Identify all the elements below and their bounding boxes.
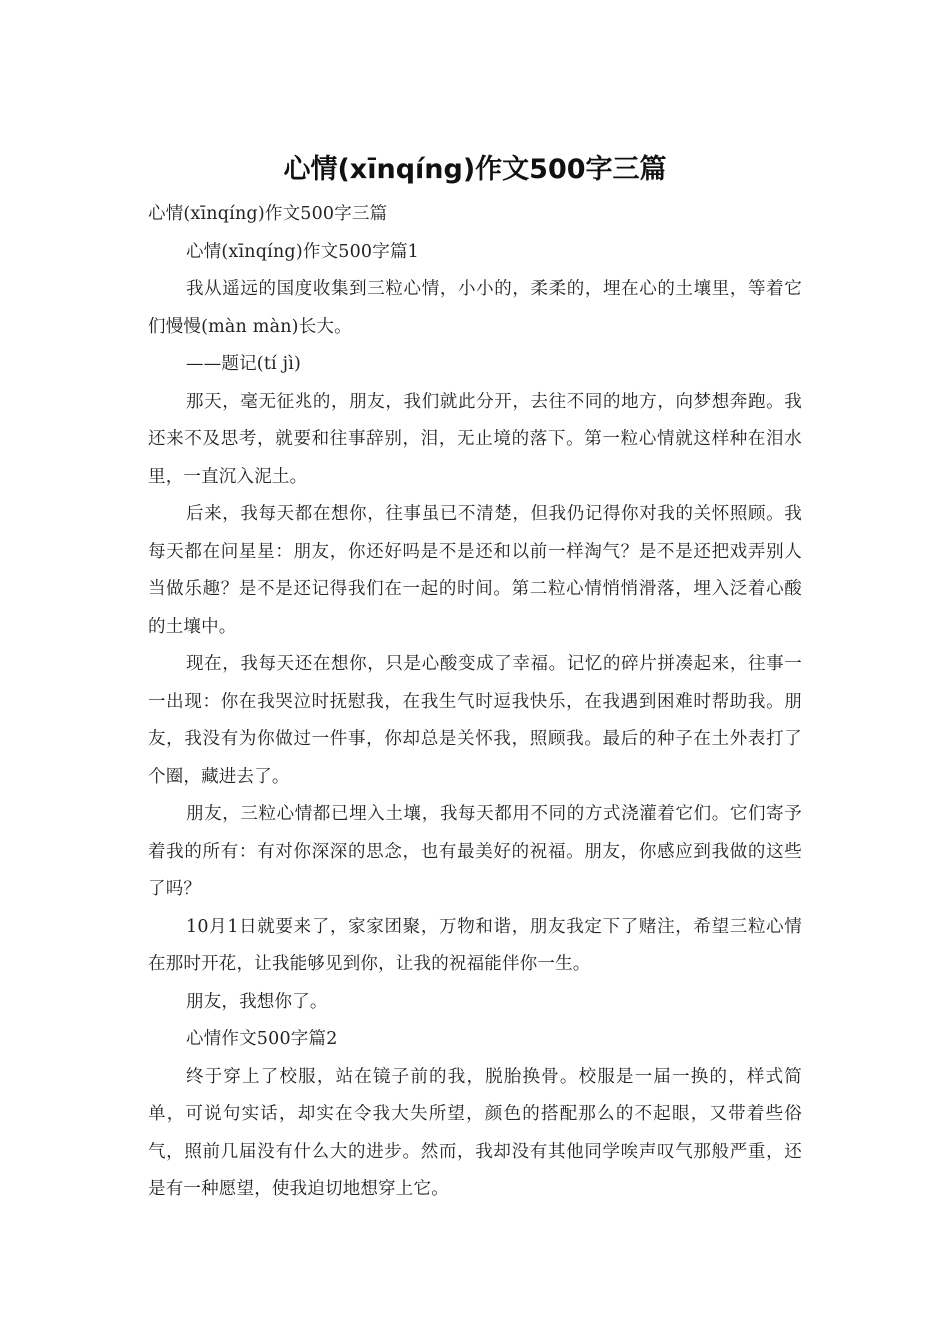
subtitle-line: 心情(xīnqíng)作文500字三篇: [148, 204, 388, 224]
paragraph: 现在，我每天还在想你，只是心酸变成了幸福。记忆的碎片拼凑起来，往事一一出现：你在我哭泣时抚慰我，在我生气时逗我快乐，在我遇到困难时帮助我。朋友，我没有为你做过一件事，你却总是关怀我，照顾我。最后的种子在土外表打了个圈，藏进去了。: [148, 654, 802, 787]
paragraph: 我从遥远的国度收集到三粒心情，小小的，柔柔的，埋在心的土壤里，等着它们慢慢(màn màn)长大。: [148, 279, 802, 337]
document-title: 心情(xīnqíng)作文500字三篇: [283, 154, 667, 185]
epigraph-note: ——题记(tí jì): [186, 354, 302, 374]
document-body: [148, 196, 802, 1209]
paragraph: 朋友，三粒心情都已埋入土壤，我每天都用不同的方式浇灌着它们。它们寄予着我的所有：有对你深深的思念，也有最美好的祝福。朋友，你感应到我做的这些了吗？: [148, 804, 802, 899]
paragraph: 10月1日就要来了，家家团聚，万物和谐，朋友我定下了赌注，希望三粒心情在那时开花，让我能够见到你，让我的祝福能伴你一生。: [148, 916, 802, 974]
paragraph: 朋友，我想你了。: [186, 991, 328, 1012]
section-heading: 心情(xīnqíng)作文500字篇1: [186, 241, 419, 262]
paragraph: 终于穿上了校服，站在镜子前的我，脱胎换骨。校服是一届一换的，样式简单，可说句实话，却实在令我大失所望，颜色的搭配那么的不起眼，又带着些俗气，照前几届没有什么大的进步。然而，我却没有其他同学唉声叹气那般严重，还是有一种愿望，使我迫切地想穿上它。: [148, 1066, 802, 1199]
paragraph: 后来，我每天都在想你，往事虽已不清楚，但我仍记得你对我的关怀照顾。我每天都在问星星：朋友，你还好吗是不是还和以前一样淘气？是不是还把戏弄别人当做乐趣？是不是还记得我们在一起的时间。第二粒心情悄悄滑落，埋入泛着心酸的土壤中。: [148, 504, 802, 637]
section-heading: 心情作文500字篇2: [186, 1029, 338, 1049]
paragraph: 那天，毫无征兆的，朋友，我们就此分开，去往不同的地方，向梦想奔跑。我还来不及思考，就要和往事辞别，泪，无止境的落下。第一粒心情就这样种在泪水里，一直沉入泥土。: [148, 391, 802, 487]
